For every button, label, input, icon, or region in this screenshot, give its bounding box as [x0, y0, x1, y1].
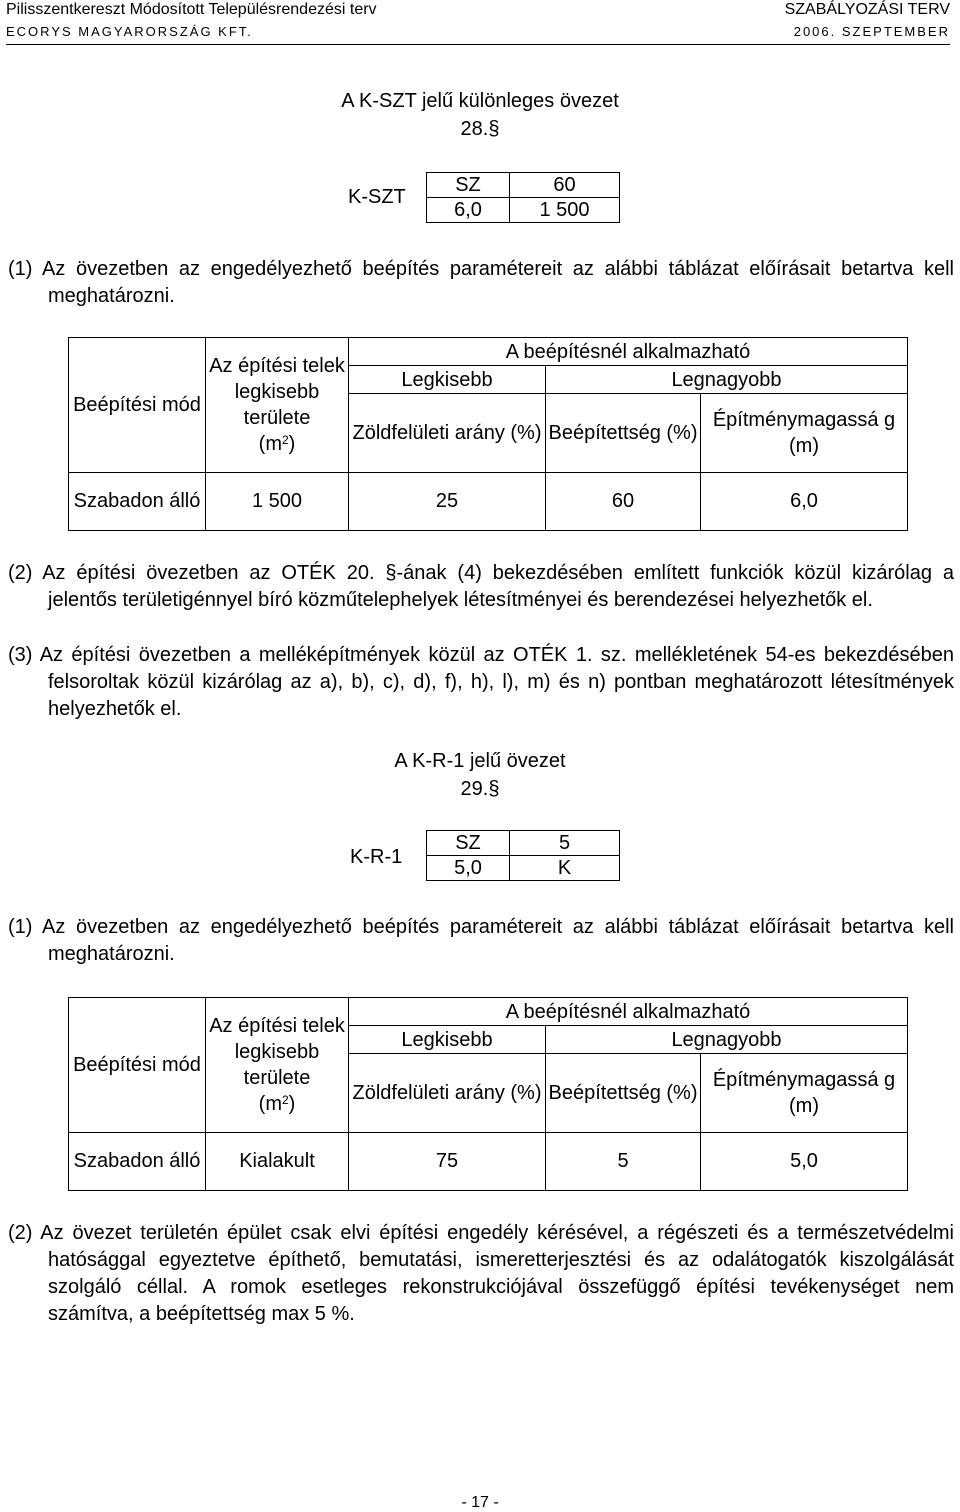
company-name: ECORYS MAGYARORSZÁG KFT. — [6, 24, 253, 39]
col-mode-header: Beépítési mód — [69, 998, 206, 1133]
section-number-text: 28. — [460, 118, 489, 140]
paragraph-text: (2) Az építési övezetben az OTÉK 20. §-ának (4) bekezdésében említett funkciók közül kizárólag a jelentős területigénnyel bíró közműtelephelyek létesítményei és berendezései helyezhetők el. — [8, 562, 954, 611]
height-header: Építménymagassá g (m) — [701, 1054, 908, 1132]
min-header: Legkisebb — [349, 366, 546, 394]
paragraph-1 — [8, 256, 954, 310]
col-area-close: ) — [288, 1092, 296, 1115]
col-area-header — [206, 338, 349, 473]
zone-parameter-box — [426, 172, 620, 223]
mode-value: Szabadon álló — [69, 472, 206, 530]
green-ratio-header: Zöldfelületi arány (%) — [349, 1054, 546, 1132]
parameter-table — [68, 997, 908, 1191]
section-title: A K-R-1 jelű övezet — [394, 750, 566, 772]
section-number-text: 29. — [460, 778, 489, 800]
zone-box-cell: 1 500 — [510, 198, 620, 223]
zone-box-cell: 60 — [510, 173, 620, 198]
group-header: A beépítésnél alkalmazható — [349, 338, 908, 366]
zone-box-cell: K — [510, 856, 620, 881]
paragraph-2 — [8, 560, 954, 614]
document-title: Pilisszentkereszt Módosított Településrendezési terv — [6, 1, 377, 18]
paragraph-text: (3) Az építési övezetben a melléképítmények közül az OTÉK 1. sz. mellékletének 54-es bekezdésében felsoroltak közül kizárólag az a), b), c), d), f), h), l), m) és n) pontban meghatározott létesítmények helyezhetők el. — [8, 644, 954, 720]
section-number — [0, 778, 960, 801]
zone-box-cell: SZ — [427, 831, 510, 856]
built-value: 60 — [546, 472, 701, 530]
max-header: Legnagyobb — [546, 366, 908, 394]
page-header-bottom — [6, 22, 950, 45]
paragraph-text: (1) Az övezetben az engedélyezhető beépítés paramétereit az alábbi táblázat előírásait betartva kell meghatározni. — [8, 916, 954, 965]
height-value: 6,0 — [701, 472, 908, 530]
section-number — [0, 118, 960, 141]
col-area-unit: (m — [258, 1092, 282, 1115]
built-value: 5 — [546, 1132, 701, 1190]
zone-parameter-box — [426, 830, 620, 881]
height-value: 5,0 — [701, 1132, 908, 1190]
zone-box-cell: SZ — [427, 173, 510, 198]
zone-box-cell: 6,0 — [427, 198, 510, 223]
col-area-header — [206, 998, 349, 1133]
area-value: 1 500 — [206, 472, 349, 530]
col-area-label: Az építési telek legkisebb területe — [209, 1014, 345, 1089]
zone-code: K-SZT — [348, 186, 406, 208]
min-header: Legkisebb — [349, 1026, 546, 1054]
built-ratio-header: Beépítettség (%) — [546, 1054, 701, 1132]
max-header: Legnagyobb — [546, 1026, 908, 1054]
mode-value: Szabadon álló — [69, 1132, 206, 1190]
zone-box-cell: 5 — [510, 831, 620, 856]
col-mode-header: Beépítési mód — [69, 338, 206, 473]
page-number: - 17 - — [461, 1494, 499, 1511]
zone-box-cell: 5,0 — [427, 856, 510, 881]
green-ratio-header: Zöldfelületi arány (%) — [349, 394, 546, 472]
document-date: 2006. SZEPTEMBER — [793, 24, 950, 39]
green-value: 75 — [349, 1132, 546, 1190]
zone-code: K-R-1 — [350, 846, 403, 868]
group-header: A beépítésnél alkalmazható — [349, 998, 908, 1026]
paragraph-3 — [8, 642, 954, 723]
section-sign: § — [488, 118, 500, 140]
built-ratio-header: Beépítettség (%) — [546, 394, 701, 472]
section-title: A K-SZT jelű különleges övezet — [341, 90, 619, 112]
green-value: 25 — [349, 472, 546, 530]
parameter-table — [68, 337, 908, 531]
paragraph-1 — [8, 914, 954, 968]
col-area-label: Az építési telek legkisebb területe — [209, 354, 345, 429]
page-header-top — [6, 0, 950, 22]
height-header: Építménymagassá g (m) — [701, 394, 908, 472]
area-value: Kialakult — [206, 1132, 349, 1190]
document-type: SZABÁLYOZÁSI TERV — [784, 1, 950, 18]
section-sign: § — [488, 778, 500, 800]
paragraph-text: (1) Az övezetben az engedélyezhető beépítés paramétereit az alábbi táblázat előírásait betartva kell meghatározni. — [8, 258, 954, 307]
paragraph-2 — [8, 1220, 954, 1328]
col-area-sup: 2 — [281, 1092, 289, 1107]
col-area-unit: (m — [258, 432, 282, 455]
col-area-close: ) — [288, 432, 296, 455]
col-area-sup: 2 — [281, 432, 289, 447]
paragraph-text: (2) Az övezet területén épület csak elvi építési engedély kérésével, a régészeti és a természetvédelmi hatósággal egyeztetve építhető, bemutatási, ismeretterjesztési és az odalátogatók kiszolgálását szolgáló céllal. A romok esetleges rekonstrukciójával összefüggő építési tevékenységet nem számítva, a beépítettség max 5 %. — [8, 1222, 954, 1325]
